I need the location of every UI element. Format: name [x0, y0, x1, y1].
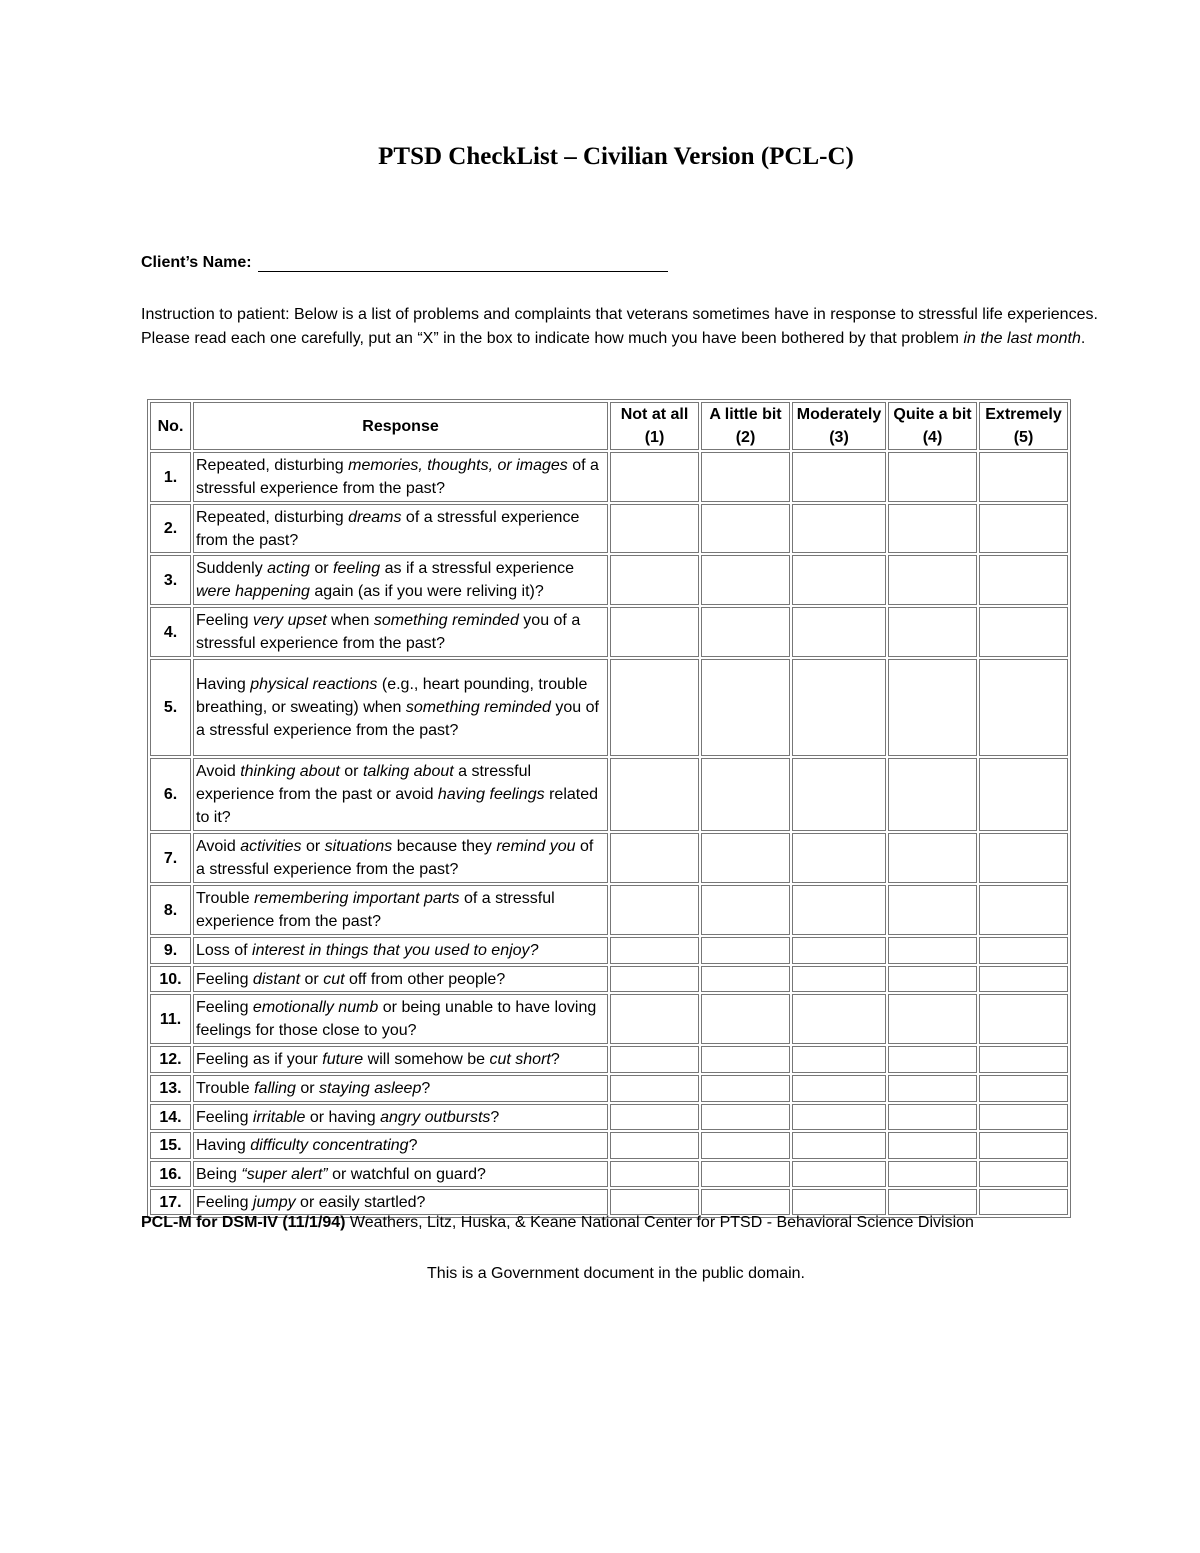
header-extremely-value: (5): [1013, 429, 1034, 446]
rating-box[interactable]: [792, 452, 886, 502]
rating-box[interactable]: [792, 1104, 886, 1130]
rating-box[interactable]: [888, 1104, 977, 1130]
text-run: Feeling as if your: [196, 1051, 323, 1068]
table-row: [150, 452, 1068, 502]
rating-box[interactable]: [701, 1075, 790, 1102]
text-run: interest in things that you used to enjoy?: [252, 942, 539, 959]
text-run: or being unable to have loving feelings for those close to you?: [196, 999, 597, 1039]
text-run: or: [300, 970, 324, 988]
text-run: angry outbursts: [380, 1108, 491, 1126]
rating-box[interactable]: [610, 555, 699, 605]
text-run: or: [295, 1080, 320, 1097]
rating-box[interactable]: [792, 1189, 886, 1215]
text-run: of a stressful experience from the past?: [196, 890, 555, 930]
text-run: Loss of: [196, 942, 253, 959]
text-run: related to it?: [196, 786, 599, 826]
header-extremely: [979, 402, 1068, 450]
text-run: very upset: [252, 612, 327, 629]
header-a-little-bit: [701, 402, 790, 450]
rating-box[interactable]: [610, 966, 699, 992]
table-row: [150, 1104, 1068, 1130]
header-a-little-bit-value: (2): [735, 429, 756, 446]
item-number: 4.: [150, 607, 191, 657]
item-number: 2.: [150, 504, 191, 553]
table-row: [150, 607, 1068, 657]
header-response: Response: [193, 402, 608, 450]
rating-box[interactable]: [792, 1075, 886, 1102]
header-a-little-bit-label: A little bit: [709, 406, 782, 423]
rating-box[interactable]: [979, 1075, 1068, 1102]
item-response-text: [193, 1189, 608, 1215]
rating-box[interactable]: [701, 1046, 790, 1073]
item-response-text: [193, 452, 608, 502]
item-response-text: [193, 966, 608, 992]
rating-box[interactable]: [792, 555, 886, 605]
table-row: [150, 833, 1068, 883]
text-run: cut: [323, 970, 345, 988]
text-run: or: [309, 560, 333, 577]
rating-box[interactable]: [701, 555, 790, 605]
rating-box[interactable]: [610, 1046, 699, 1073]
rating-box[interactable]: [610, 758, 699, 831]
rating-box[interactable]: [610, 994, 699, 1044]
item-number: 5.: [150, 659, 191, 756]
table-row: [150, 1161, 1068, 1187]
text-run: will somehow be: [363, 1051, 490, 1068]
table-row: [150, 1189, 1068, 1215]
rating-box[interactable]: [701, 1132, 790, 1159]
text-run: in the last month: [963, 330, 1081, 347]
rating-box[interactable]: [701, 607, 790, 657]
rating-box[interactable]: [792, 504, 886, 553]
item-response-text: [193, 758, 608, 831]
item-response-text: [193, 607, 608, 657]
table-row: [150, 1046, 1068, 1073]
text-run: future: [322, 1051, 364, 1068]
rating-box[interactable]: [792, 833, 886, 883]
text-run: off from other people?: [344, 970, 506, 988]
text-run: remind you: [496, 838, 576, 855]
rating-box[interactable]: [888, 758, 977, 831]
item-response-text: [193, 659, 608, 756]
citation-footer: [141, 1214, 974, 1232]
text-run: Feeling: [196, 970, 253, 988]
rating-box[interactable]: [701, 966, 790, 992]
text-run: or having: [305, 1108, 381, 1126]
text-run: activities: [240, 838, 302, 855]
text-run: of a stressful experience from the past?: [196, 508, 580, 549]
rating-box[interactable]: [979, 758, 1068, 831]
text-run: you of a stressful experience from the past?: [196, 699, 599, 739]
text-run: were happening: [196, 583, 310, 600]
table-row: [150, 966, 1068, 992]
text-run: or: [301, 838, 325, 855]
text-run: Having: [196, 1137, 251, 1154]
client-name-label: Client’s Name:: [141, 254, 252, 271]
rating-box[interactable]: [701, 833, 790, 883]
rating-box[interactable]: [792, 659, 886, 756]
item-response-text: [193, 885, 608, 935]
rating-box[interactable]: [610, 1161, 699, 1187]
rating-box[interactable]: [701, 504, 790, 553]
rating-box[interactable]: [792, 994, 886, 1044]
rating-box[interactable]: [888, 966, 977, 992]
rating-box[interactable]: [979, 1132, 1068, 1159]
text-run: cut short: [489, 1051, 551, 1068]
item-response-text: [193, 1161, 608, 1187]
rating-box[interactable]: [979, 937, 1068, 964]
rating-box[interactable]: [888, 1075, 977, 1102]
text-run: jumpy: [252, 1193, 296, 1211]
text-run: having feelings: [437, 786, 545, 803]
text-run: Avoid: [196, 763, 241, 780]
client-name-row: [141, 254, 668, 272]
rating-box[interactable]: [792, 758, 886, 831]
header-moderately: [792, 402, 886, 450]
text-run: something reminded: [405, 699, 551, 716]
citation-text: Weathers, Litz, Huska, & Keane National Center for PTSD - Behavioral Science Division: [345, 1214, 974, 1231]
rating-box[interactable]: [610, 452, 699, 502]
item-response-text: [193, 555, 608, 605]
rating-box[interactable]: [701, 452, 790, 502]
rating-box[interactable]: [610, 833, 699, 883]
header-not-at-all: [610, 402, 699, 450]
header-moderately-label: Moderately: [796, 406, 882, 423]
rating-box[interactable]: [792, 1046, 886, 1073]
rating-box[interactable]: [610, 1075, 699, 1102]
item-number: 7.: [150, 833, 191, 883]
item-response-text: [193, 994, 608, 1044]
text-run: .: [1080, 330, 1086, 347]
text-run: Being: [196, 1165, 242, 1183]
table-row: [150, 659, 1068, 756]
text-run: “super alert”: [241, 1165, 328, 1183]
text-run: or easily startled?: [295, 1193, 426, 1211]
item-response-text: [193, 937, 608, 964]
text-run: physical reactions: [250, 676, 378, 693]
text-run: Trouble: [196, 1080, 255, 1097]
header-quite-a-bit: [888, 402, 977, 450]
header-moderately-value: (3): [829, 429, 849, 446]
text-run: Feeling: [196, 999, 253, 1016]
rating-box[interactable]: [701, 937, 790, 964]
item-number: 3.: [150, 555, 191, 605]
rating-box[interactable]: [701, 758, 790, 831]
item-response-text: [193, 504, 608, 553]
text-run: of a stressful experience from the past?: [196, 838, 594, 878]
rating-box[interactable]: [610, 1189, 699, 1215]
text-run: Having: [196, 676, 251, 693]
rating-box[interactable]: [888, 994, 977, 1044]
item-number: 12.: [150, 1046, 191, 1073]
text-run: ?: [408, 1137, 418, 1154]
text-run: situations: [324, 838, 393, 855]
text-run: you of a stressful experience from the past?: [196, 612, 581, 652]
rating-box[interactable]: [979, 555, 1068, 605]
text-run: thinking about: [240, 763, 340, 780]
text-run: Feeling: [196, 1108, 253, 1126]
text-run: when: [326, 612, 374, 629]
text-run: memories, thoughts, or images: [348, 457, 568, 474]
rating-box[interactable]: [979, 994, 1068, 1044]
rating-box[interactable]: [888, 555, 977, 605]
text-run: remembering important parts: [254, 890, 460, 907]
table-row: [150, 1132, 1068, 1159]
client-name-field[interactable]: [258, 254, 668, 272]
text-run: distant: [252, 970, 301, 988]
item-number: 15.: [150, 1132, 191, 1159]
rating-box[interactable]: [888, 1189, 977, 1215]
page-title: PTSD CheckList – Civilian Version (PCL-C): [378, 143, 854, 170]
text-run: talking about: [362, 763, 454, 780]
rating-box[interactable]: [610, 659, 699, 756]
rating-box[interactable]: [888, 607, 977, 657]
rating-box[interactable]: [701, 1189, 790, 1215]
rating-box[interactable]: [792, 1132, 886, 1159]
table-row: [150, 1075, 1068, 1102]
header-not-at-all-value: (1): [644, 429, 665, 446]
table-row: [150, 885, 1068, 935]
rating-box[interactable]: [610, 885, 699, 935]
item-number: 9.: [150, 937, 191, 964]
rating-box[interactable]: [979, 607, 1068, 657]
header-row: [150, 402, 1068, 450]
text-run: or watchful on guard?: [327, 1165, 486, 1183]
item-response-text: [193, 1075, 608, 1102]
citation-bold: PCL-M for DSM-IV (11/1/94): [141, 1214, 346, 1231]
item-response-text: [193, 1104, 608, 1130]
text-run: or: [339, 763, 363, 780]
table-row: [150, 937, 1068, 964]
text-run: Repeated, disturbing: [196, 457, 349, 474]
rating-box[interactable]: [979, 1189, 1068, 1215]
text-run: of a stressful experience from the past?: [196, 457, 599, 497]
text-run: dreams: [348, 508, 402, 526]
text-run: because they: [392, 838, 497, 855]
rating-box[interactable]: [610, 1132, 699, 1159]
rating-box[interactable]: [979, 659, 1068, 756]
header-no: No.: [150, 402, 191, 450]
rating-box[interactable]: [979, 452, 1068, 502]
text-run: as if a stressful experience: [380, 560, 575, 577]
rating-box[interactable]: [979, 833, 1068, 883]
header-not-at-all-label: Not at all: [620, 406, 689, 423]
text-run: Repeated, disturbing: [196, 508, 349, 526]
rating-box[interactable]: [792, 607, 886, 657]
rating-box[interactable]: [979, 1104, 1068, 1130]
item-number: 14.: [150, 1104, 191, 1130]
text-run: ?: [550, 1051, 560, 1068]
text-run: Feeling: [196, 612, 253, 629]
rating-box[interactable]: [888, 452, 977, 502]
text-run: something reminded: [373, 612, 519, 629]
header-extremely-label: Extremely: [985, 406, 1062, 423]
item-response-text: [193, 1046, 608, 1073]
rating-box[interactable]: [888, 659, 977, 756]
instruction-text: [141, 303, 1101, 351]
rating-box[interactable]: [888, 937, 977, 964]
text-run: Suddenly: [196, 560, 268, 577]
rating-box[interactable]: [888, 1046, 977, 1073]
text-run: feeling: [333, 560, 381, 577]
header-quite-a-bit-label: Quite a bit: [893, 406, 972, 423]
rating-box[interactable]: [979, 885, 1068, 935]
rating-box[interactable]: [701, 1104, 790, 1130]
rating-box[interactable]: [701, 659, 790, 756]
rating-box[interactable]: [888, 1132, 977, 1159]
table-row: [150, 994, 1068, 1044]
rating-box[interactable]: [701, 1161, 790, 1187]
rating-box[interactable]: [979, 1046, 1068, 1073]
text-run: Trouble: [196, 890, 255, 907]
text-run: (e.g., heart pounding, trouble breathing, or sweating) when: [196, 676, 588, 716]
text-run: acting: [267, 560, 310, 577]
rating-box[interactable]: [979, 504, 1068, 553]
item-number: 13.: [150, 1075, 191, 1102]
text-run: difficulty concentrating: [250, 1137, 409, 1154]
rating-box[interactable]: [701, 994, 790, 1044]
table-row: [150, 555, 1068, 605]
rating-box[interactable]: [610, 504, 699, 553]
rating-box[interactable]: [610, 937, 699, 964]
text-run: a stressful experience from the past or avoid: [196, 763, 532, 803]
item-number: 8.: [150, 885, 191, 935]
item-number: 6.: [150, 758, 191, 831]
rating-box[interactable]: [792, 966, 886, 992]
rating-box[interactable]: [792, 937, 886, 964]
table-row: [150, 758, 1068, 831]
rating-box[interactable]: [610, 1104, 699, 1130]
rating-box[interactable]: [792, 1161, 886, 1187]
checklist-table: [147, 399, 1071, 1218]
rating-box[interactable]: [888, 885, 977, 935]
item-number: 16.: [150, 1161, 191, 1187]
rating-box[interactable]: [792, 885, 886, 935]
text-run: Feeling: [196, 1193, 253, 1211]
item-number: 17.: [150, 1189, 191, 1215]
text-run: emotionally numb: [252, 999, 379, 1016]
rating-box[interactable]: [701, 885, 790, 935]
header-quite-a-bit-value: (4): [922, 429, 943, 446]
text-run: falling: [254, 1080, 296, 1097]
text-run: staying asleep: [319, 1080, 422, 1097]
text-run: Avoid: [196, 838, 241, 855]
text-run: again (as if you were reliving it)?: [309, 583, 544, 600]
rating-box[interactable]: [888, 1161, 977, 1187]
rating-box[interactable]: [979, 966, 1068, 992]
table-row: [150, 504, 1068, 553]
item-response-text: [193, 833, 608, 883]
text-run: irritable: [252, 1108, 306, 1126]
rating-box[interactable]: [888, 504, 977, 553]
text-run: ?: [421, 1080, 431, 1097]
item-number: 1.: [150, 452, 191, 502]
rating-box[interactable]: [888, 833, 977, 883]
public-domain-note: This is a Government document in the public domain.: [427, 1265, 805, 1282]
item-number: 11.: [150, 994, 191, 1044]
item-response-text: [193, 1132, 608, 1159]
text-run: Instruction to patient: Below is a list of problems and complaints that veterans sometimes have in response to stressful life experiences. Please read each one carefully, put an “X” in the box to indicate how much you have been bothered by that problem: [141, 306, 1098, 347]
rating-box[interactable]: [979, 1161, 1068, 1187]
item-number: 10.: [150, 966, 191, 992]
rating-box[interactable]: [610, 607, 699, 657]
text-run: ?: [490, 1108, 500, 1126]
